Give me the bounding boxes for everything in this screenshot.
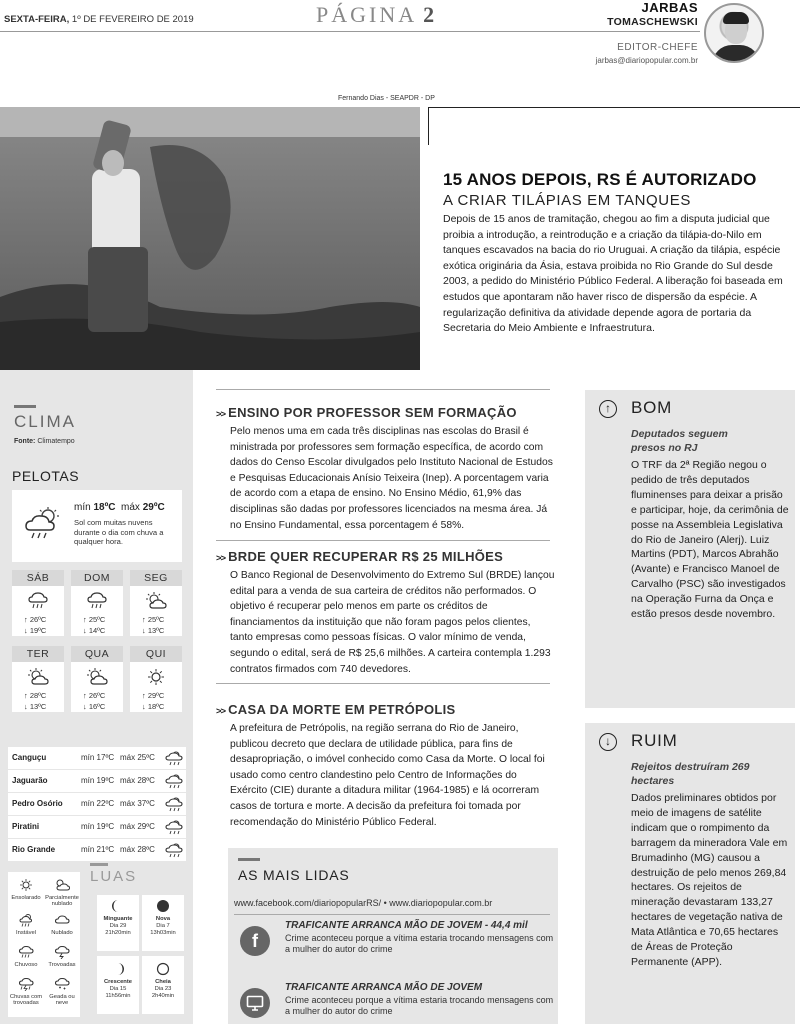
monitor-icon: [240, 988, 270, 1018]
good-news-box: [585, 390, 795, 708]
thunder-icon: [54, 945, 70, 959]
top-story-title: 15 ANOS DEPOIS, RS É AUTORIZADO: [443, 170, 757, 189]
today-min-max: mín 18ºC máx 29ºC: [74, 502, 165, 513]
city-row: Rio Grande mín 21ºC máx 28ºC: [8, 839, 186, 861]
sun-cloud-icon: [71, 662, 123, 690]
rain-thunder-icon: [18, 977, 34, 991]
legend-rain-thunder: Chuvas com trovoadas: [8, 977, 44, 1007]
story-ensino: [216, 405, 556, 533]
story-title: >> CASA DA MORTE EM PETRÓPOLIS: [216, 702, 456, 717]
top-story-subtitle: A CRIAR TILÁPIAS EM TANQUES: [443, 192, 691, 209]
editor-email: jarbas@diariopopular.com.br: [595, 56, 698, 65]
most-read-item-title[interactable]: TRAFICANTE ARRANCA MÃO DE JOVEM: [285, 982, 483, 993]
most-read-item-desc: Crime aconteceu porque a vítima estaria trocando mensagens com a mulher do autor do crime: [285, 995, 554, 1016]
city-row: Pedro Osório mín 22ºC máx 37ºC: [8, 793, 186, 815]
story-divider: [216, 540, 550, 541]
today-description: Sol com muitas nuvens durante o dia com chuva a qualquer hora.: [74, 518, 164, 546]
sun-cloud-icon: [12, 662, 64, 690]
legend-rainy: Chuvoso: [8, 945, 44, 968]
cloud-rain-icon: [12, 586, 64, 614]
photo-credit: Fernando Dias - SEAPDR - DP: [338, 95, 435, 102]
story-body: A prefeitura de Petrópolis, na região serrana do Rio de Janeiro, publicou decreto que declara de utilidade pública, para fins de desapropriação, o imóvel conhecido como Casa da Morte. O local foi usado como centro clandestino pelo Centro de Informações do Exército (CIE) durante a ditadura militar (1964-1985) e lá ocorreram casos de tortura e morte. A decisão da prefeitura foi tomada por recomendação do Ministério Público Federal.: [230, 723, 545, 828]
story-title: >> ENSINO POR PROFESSOR SEM FORMAÇÃO: [216, 405, 517, 420]
moon-phase: Cheia Dia 23 2h40min: [142, 956, 184, 1014]
good-news-subtitle: Deputados seguem presos no RJ: [631, 428, 728, 454]
top-story-body: Depois de 15 anos de tramitação, chegou ao fim a disputa judicial que proibia a introdução, a reintrodução e a criação da tilápia-do-Nilo em tanques escavados na bacia do rio Uruguai. A criação da tilápia, espécie exótica originária da Ásia, estava proibida no Rio Grande do Sul desde 2003, a pedido do Ministério Público Federal. A liberação foi baseada em estudos que apontaram não haver risco de dispersão da espécie. A regularização definitiva da atividade depende agora de portaria da Secretaria do Meio Ambiente e Infraestrutura.: [443, 213, 783, 335]
story-casa-da-morte: [216, 702, 556, 830]
weather-city: PELOTAS: [12, 468, 80, 484]
legend-thunder: Trovoadas: [44, 945, 80, 968]
forecast-day: DOM ↑ 25ºC ↓ 14ºC: [71, 570, 123, 636]
full-moon-icon: [142, 956, 184, 979]
forecast-day: TER ↑ 28ºC ↓ 13ºC: [12, 646, 64, 712]
good-news-body: O TRF da 2ª Região negou o pedido de três deputados fluminenses para deixar a prisão e participar, hoje, da cerimônia de posse na Assembleia Legislativa do Rio de Janeiro (Alerj). Luiz Martins (PDT), Marcos Abrahão (Avante) e Francisco Manoel de Carvalho (PSC) são investigados na Operação Furna da Onça e estão presos desde novembro.: [631, 459, 789, 621]
story-body: Pelo menos uma em cada três disciplinas nas escolas do Brasil é ministrada por professores sem formação específica, de acordo com dados do Censo Escolar divulgados pelo Instituto Nacional de Estudos e Pesquisas Educacionais Anísio Teixeira (Inep). A porcentagem varia de acordo com a etapa de ensino. No Ensino Médio, 61,9% das disciplinas são dadas por professores licenciados na mesma área. Já no Ensino Fundamental, essa porcentagem é 58%.: [230, 426, 553, 531]
cloud-rain-icon: [18, 945, 34, 959]
legend-cloudy: Nublado: [44, 913, 80, 936]
sun-cloud-rain-icon: [164, 842, 184, 867]
most-read-item-title[interactable]: TRAFICANTE ARRANCA MÃO DE JOVEM - 44,4 mil: [285, 920, 528, 931]
most-read-panel: [228, 848, 558, 1024]
most-read-title: AS MAIS LIDAS: [238, 867, 350, 883]
story-frame-top: [428, 107, 800, 108]
sun-cloud-icon: [130, 586, 182, 614]
editor-first-name: JARBAS: [641, 0, 698, 15]
bad-news-body: Dados preliminares obtidos por meio de imagens de satélite indicam que o rompimento da barragem da mineradora Vale em Brumadinho (MG) causou a destruição de pelo menos 269,84 hectares. Os rejeitos de mineração devastaram 133,27 hectares de vegetação nativa de Mata Atlântica e 70,65 hectares de Áreas de Proteção Permanente (APP).: [631, 792, 788, 968]
cloud-icon: [54, 913, 70, 927]
new-moon-icon: [142, 895, 184, 916]
moon-phase: Minguante Dia 29 21h20min: [97, 895, 139, 951]
forecast-day: SEG ↑ 25ºC ↓ 13ºC: [130, 570, 182, 636]
page-number: 2: [423, 2, 438, 27]
legend-partly-cloudy: Parcialmente nublado: [44, 878, 80, 908]
tilapia-photo: [0, 107, 420, 370]
weather-title: CLIMA: [14, 412, 76, 431]
cloud-sun-rain-icon: [22, 506, 62, 547]
sun-cloud-icon: [54, 878, 70, 892]
city-row: Jaguarão mín 19ºC máx 28ºC: [8, 770, 186, 792]
weather-source: Fonte: Climatempo: [14, 438, 75, 445]
arrow-down-icon: ↓: [599, 733, 617, 751]
moon-phases-title: LUAS: [90, 863, 137, 885]
waning-moon-icon: [97, 895, 139, 916]
editor-last-name: TOMASCHEWSKI: [607, 16, 698, 28]
facebook-icon: f: [240, 926, 270, 956]
forecast-day: QUA ↑ 26ºC ↓ 16ºC: [71, 646, 123, 712]
moon-phase: Crescente Dia 15 11h56min: [97, 956, 139, 1014]
forecast-day: QUI ↑ 29ºC ↓ 18ºC: [130, 646, 182, 712]
sun-cloud-rain-icon: [18, 913, 34, 927]
story-frame-left: [428, 107, 429, 145]
arrow-up-icon: ↑: [599, 400, 617, 418]
sun-icon: [18, 878, 34, 892]
good-news-title: BOM: [631, 398, 673, 417]
story-brde: [216, 549, 556, 677]
moon-phase: Nova Dia 7 13h03min: [142, 895, 184, 951]
city-row: Canguçu mín 17ºC máx 25ºC: [8, 747, 186, 769]
weather-panel: [0, 370, 193, 1024]
editor-block: [596, 0, 698, 65]
most-read-urls: www.facebook.com/diariopopularRS/ • www.diariopopular.com.br: [234, 898, 493, 908]
bad-news-subtitle: Rejeitos destruíram 269 hectares: [631, 761, 750, 787]
legend-unstable: Instável: [8, 913, 44, 936]
legend-sunny: Ensolarado: [8, 878, 44, 901]
waxing-moon-icon: [97, 956, 139, 979]
bad-news-box: [585, 723, 795, 1024]
story-divider: [216, 683, 550, 684]
page-label: PÁGINA 2: [316, 2, 438, 27]
regional-cities: [8, 747, 186, 862]
story-title: >> BRDE QUER RECUPERAR R$ 25 MILHÕES: [216, 549, 504, 564]
editor-role: EDITOR-CHEFE: [617, 42, 698, 53]
cloud-rain-icon: [71, 586, 123, 614]
story-body: O Banco Regional de Desenvolvimento do Extremo Sul (BRDE) lançou edital para a venda de sua carteira de créditos não performados. O objetivo é recuperar pelo menos em parte os créditos de financiamentos da instituição que não foram pagos pelos clientes, tanto empresas como pessoas físicas. O valor mínimo de venda, segundo o edital, será de R$ 25,6 milhões. A carteira contempla 1.293 contratos firmados com 740 devedores.: [230, 570, 555, 675]
weather-legend: [8, 872, 80, 1017]
today-forecast: [12, 490, 182, 562]
column-rule: [216, 389, 550, 390]
sun-icon: [130, 662, 182, 690]
bad-news-title: RUIM: [631, 731, 678, 750]
legend-frost-snow: Geada ou neve: [44, 977, 80, 1007]
most-read-item-desc: Crime aconteceu porque a vítima estaria trocando mensagens com a mulher do autor do crime: [285, 933, 554, 954]
snow-icon: [54, 977, 70, 991]
edition-date: SEXTA-FEIRA, 1º DE FEVEREIRO DE 2019: [4, 14, 194, 25]
editor-avatar: [704, 3, 764, 63]
forecast-day: SÁB ↑ 26ºC ↓ 19ºC: [12, 570, 64, 636]
city-row: Piratini mín 19ºC máx 29ºC: [8, 816, 186, 838]
